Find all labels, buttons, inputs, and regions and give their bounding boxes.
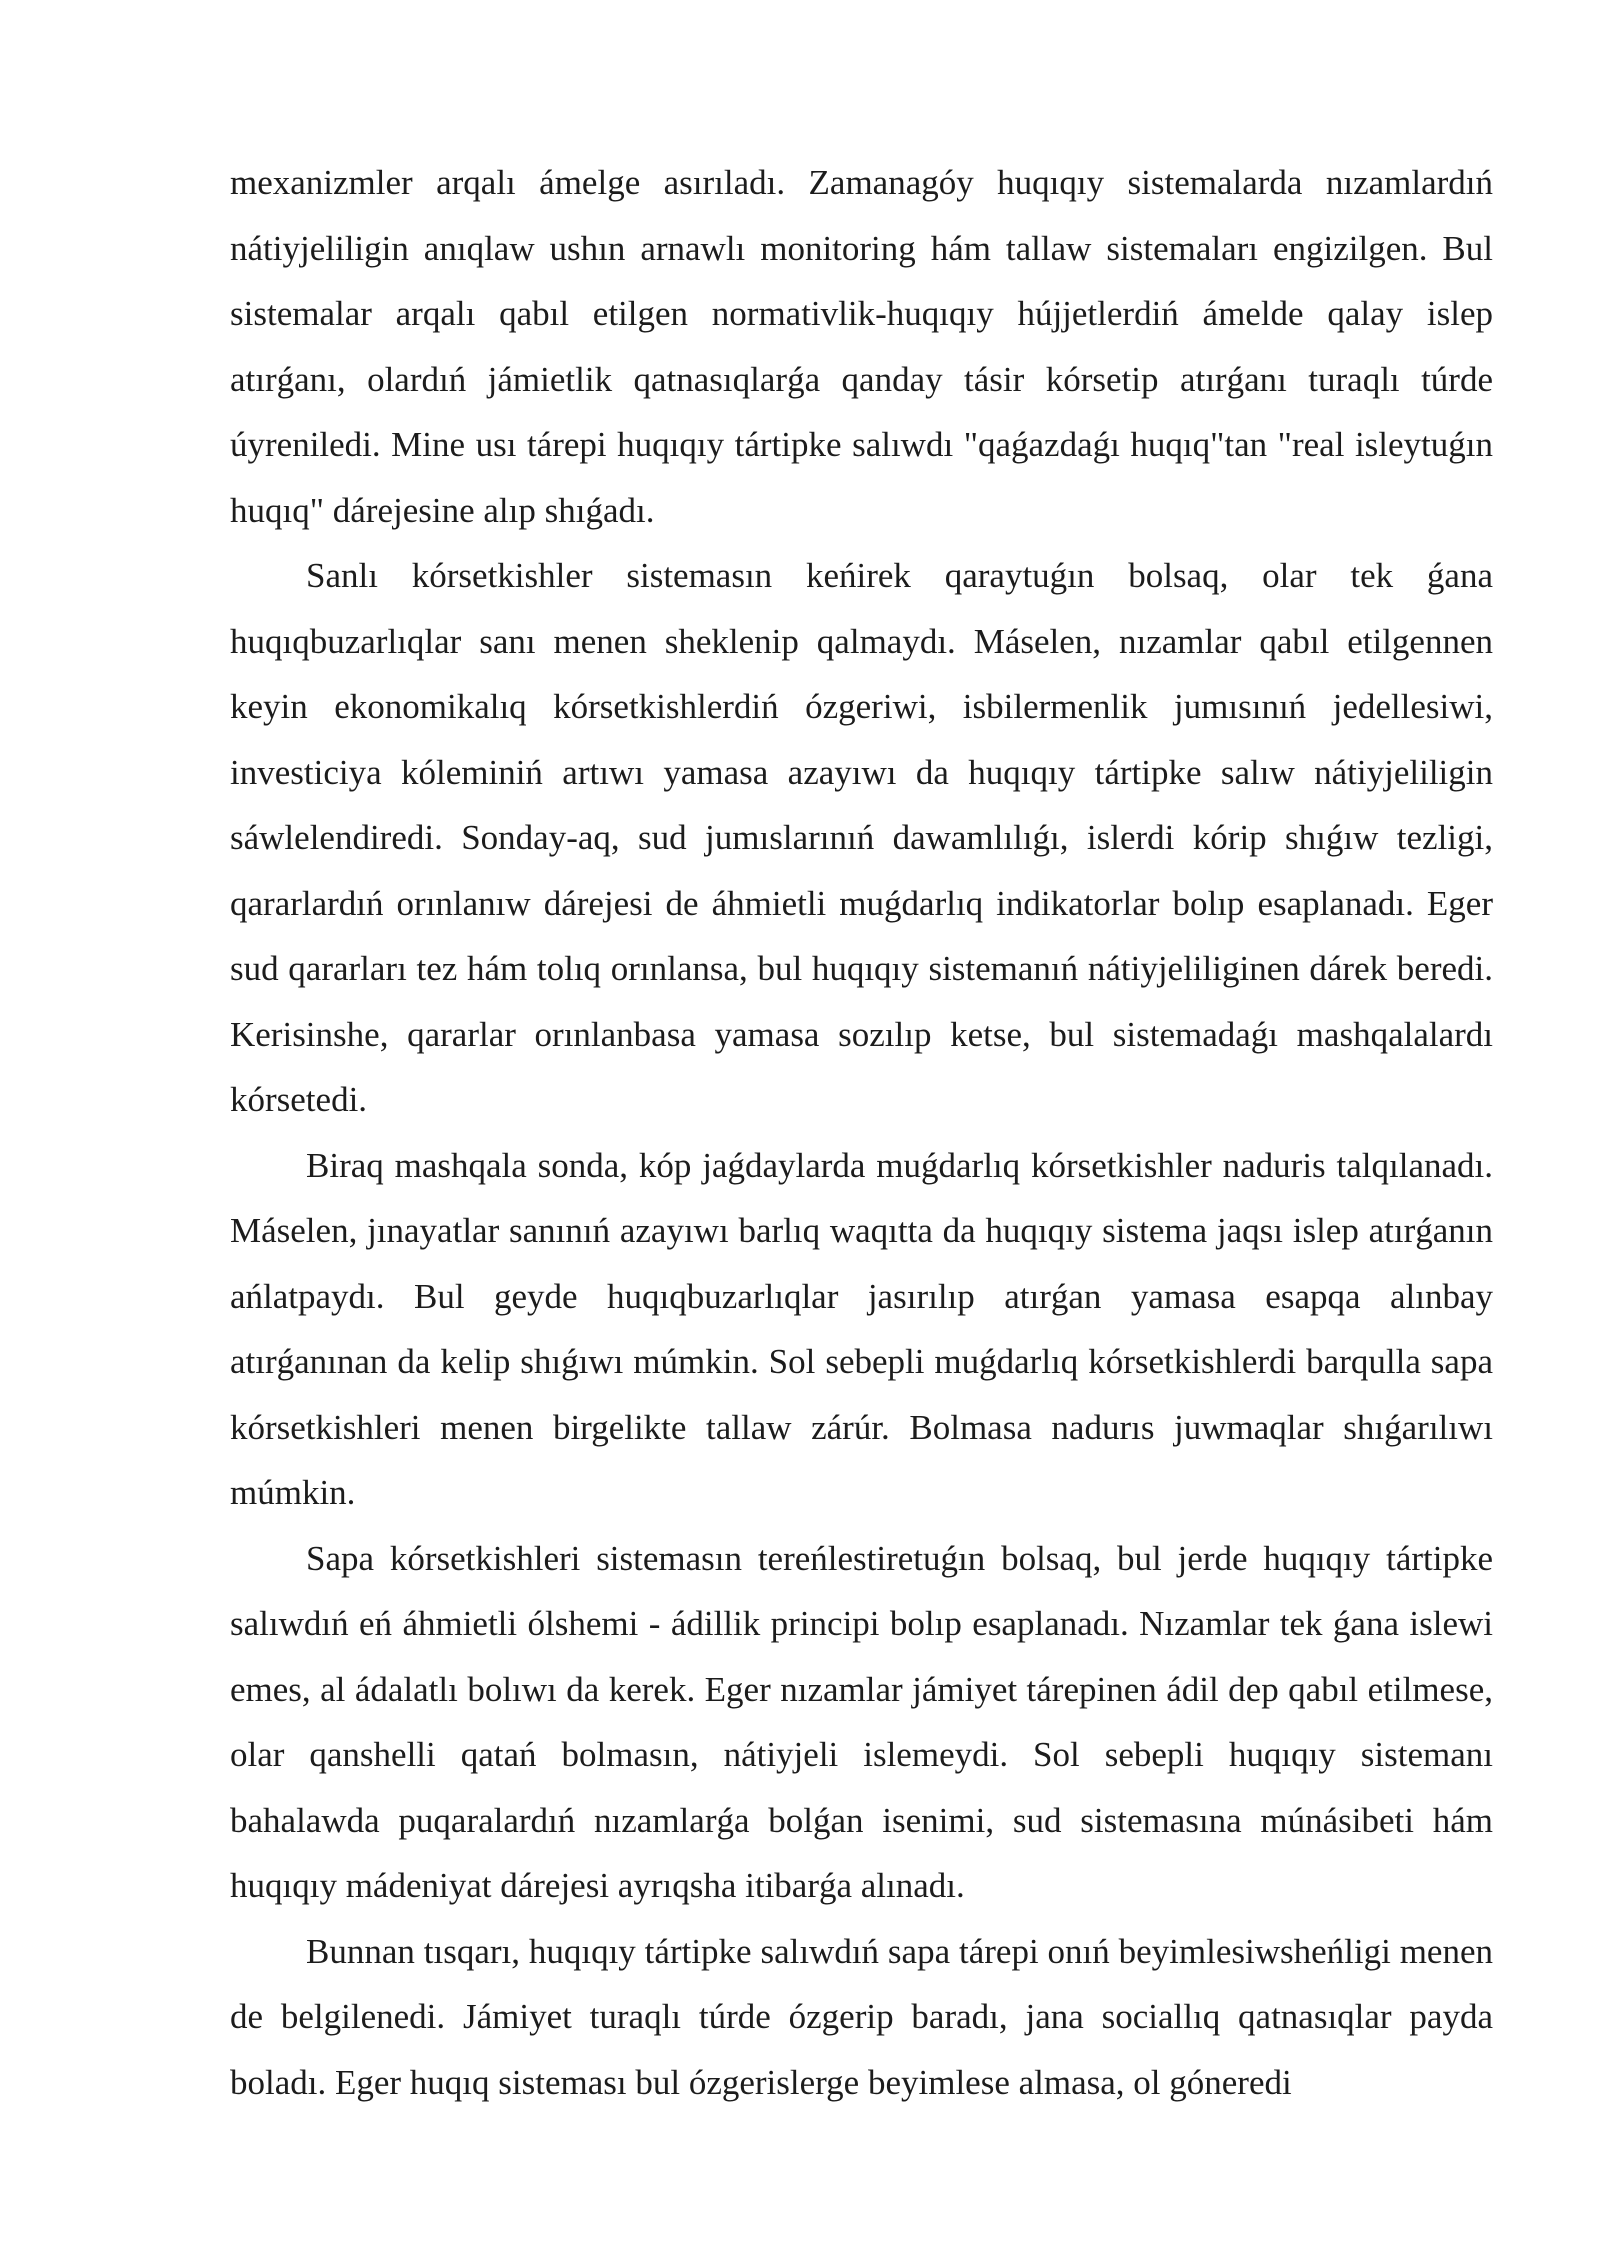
document-page xyxy=(230,150,1493,2115)
paragraph-continuation: mexanizmler arqalı ámelge asırıladı. Zamanagóy huqıqıy sistemalarda nızamlardıń nátiyjeliligin anıqlaw ushın arnawlı monitoring hám tallaw sistemaları engizilgen. Bul sistemalar arqalı qabıl etilgen normativlik-huqıqıy hújjetlerdiń ámelde qalay islep atırǵanı, olardıń jámietlik qatnasıqlarǵa qanday tásir kórsetip atırǵanı turaqlı túrde úyreniledi. Mine usı tárepi huqıqıy tártipke salıwdı "qaǵazdaǵı huqıq"tan "real isleytuǵın huqıq" dárejesine alıp shıǵadı. xyxy=(230,163,1493,530)
paragraph: Bunnan tısqarı, huqıqıy tártipke salıwdıń sapa tárepi onıń beyimlesiwsheńligi menen de belgilenedi. Jámiyet turaqlı túrde ózgerip baradı, jana sociallıq qatnasıqlar payda boladı. Eger huqıq sisteması bul ózgerislerge beyimlese almasa, ol góneredi xyxy=(230,1931,1493,2102)
paragraph: Sapa kórsetkishleri sistemasın tereńlestiretuǵın bolsaq, bul jerde huqıqıy tártipke salıwdıń eń áhmietli ólshemi - ádillik principi bolıp esaplanadı. Nızamlar tek ǵana islewi emes, al ádalatlı bolıwı da kerek. Eger nızamlar jámiyet tárepinen ádil dep qabıl etilmese, olar qanshelli qatań bolmasın, nátiyjeli islemeydi. Sol sebepli huqıqıy sistemanı bahalawda puqaralardıń nızamlarǵa bolǵan isenimi, sud sistemasına múnásibeti hám huqıqıy mádeniyat dárejesi ayrıqsha itibarǵa alınadı. xyxy=(230,1538,1493,1905)
paragraph: Biraq mashqala sonda, kóp jaǵdaylarda muǵdarlıq kórsetkishler naduris talqılanadı. Máselen, jınayatlar sanınıń azayıwı barlıq waqıtta da huqıqıy sistema jaqsı islep atırǵanın ańlatpaydı. Bul geyde huqıqbuzarlıqlar jasırılıp atırǵan yamasa esapqa alınbay atırǵanınan da kelip shıǵıwı múmkin. Sol sebepli muǵdarlıq kórsetkishlerdi barqulla sapa kórsetkishleri menen birgelikte tallaw zárúr. Bolmasa nadurıs juwmaqlar shıǵarılıwı múmkin. xyxy=(230,1145,1493,1512)
paragraph: Sanlı kórsetkishler sistemasın keńirek qaraytuǵın bolsaq, olar tek ǵana huqıqbuzarlıqlar sanı menen sheklenip qalmaydı. Máselen, nızamlar qabıl etilgennen keyin ekonomikalıq kórsetkishlerdiń ózgeriwi, isbilermenlik jumısınıń jedellesiwi, investiciya kóleminiń artıwı yamasa azayıwı da huqıqıy tártipke salıw nátiyjeliligin sáwlelendiredi. Sonday-aq, sud jumıslarınıń dawamlılıǵı, islerdi kórip shıǵıw tezligi, qararlardıń orınlanıw dárejesi de áhmietli muǵdarlıq indikatorlar bolıp esaplanadı. Eger sud qararları tez hám tolıq orınlansa, bul huqıqıy sistemanıń nátiyjeliliginen dárek beredi. Kerisinshe, qararlar orınlanbasa yamasa sozılıp ketse, bul sistemadaǵı mashqalalardı kórsetedi. xyxy=(230,556,1493,1119)
